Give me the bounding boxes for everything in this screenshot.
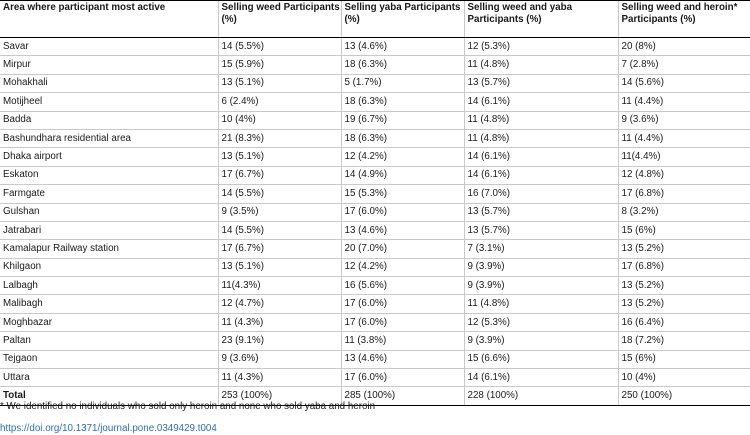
- weed-heroin-cell: 11 (4.4%): [618, 129, 750, 147]
- total-cell: 285 (100%): [341, 387, 464, 405]
- weed-yaba-cell: 12 (5.3%): [464, 313, 618, 331]
- table-row: [0, 277, 750, 295]
- weed-heroin-cell: 10 (4%): [618, 369, 750, 387]
- weed-cell: 9 (3.6%): [218, 350, 341, 368]
- area-cell: Motijheel: [0, 93, 218, 111]
- weed-yaba-cell: 14 (6.1%): [464, 148, 618, 166]
- yaba-cell: 18 (6.3%): [341, 56, 464, 74]
- weed-cell: 14 (5.5%): [218, 221, 341, 239]
- area-cell: Dhaka airport: [0, 148, 218, 166]
- table-footnote: * We identified no individuals who sold only heroin and none who sold yaba and heroin: [0, 401, 376, 412]
- weed-yaba-cell: 9 (3.9%): [464, 332, 618, 350]
- area-cell: Bashundhara residential area: [0, 129, 218, 147]
- table-row: [0, 38, 750, 56]
- weed-cell: 23 (9.1%): [218, 332, 341, 350]
- table-body: [0, 38, 750, 406]
- yaba-cell: 12 (4.2%): [341, 148, 464, 166]
- weed-heroin-cell: 11 (4.4%): [618, 93, 750, 111]
- weed-yaba-cell: 14 (6.1%): [464, 369, 618, 387]
- total-label: Total: [0, 387, 218, 405]
- table-row: [0, 295, 750, 313]
- weed-yaba-cell: 14 (6.1%): [464, 93, 618, 111]
- weed-cell: 11 (4.3%): [218, 313, 341, 331]
- table-row: [0, 93, 750, 111]
- table-row: [0, 221, 750, 239]
- table-row: [0, 369, 750, 387]
- table-row: [0, 111, 750, 129]
- yaba-cell: 13 (4.6%): [341, 221, 464, 239]
- weed-heroin-cell: 15 (6%): [618, 221, 750, 239]
- weed-heroin-cell: 13 (5.2%): [618, 295, 750, 313]
- weed-heroin-cell: 18 (7.2%): [618, 332, 750, 350]
- header-yaba: Selling yaba Participants (%): [341, 1, 464, 38]
- area-cell: Paltan: [0, 332, 218, 350]
- yaba-cell: 17 (6.0%): [341, 369, 464, 387]
- table-row: [0, 258, 750, 276]
- table-row: [0, 166, 750, 184]
- weed-yaba-cell: 11 (4.8%): [464, 56, 618, 74]
- area-cell: Badda: [0, 111, 218, 129]
- weed-yaba-cell: 12 (5.3%): [464, 38, 618, 56]
- weed-cell: 13 (5.1%): [218, 74, 341, 92]
- weed-heroin-cell: 11(4.4%): [618, 148, 750, 166]
- weed-heroin-cell: 17 (6.8%): [618, 258, 750, 276]
- yaba-cell: 14 (4.9%): [341, 166, 464, 184]
- yaba-cell: 16 (5.6%): [341, 277, 464, 295]
- table-row: [0, 350, 750, 368]
- weed-heroin-cell: 15 (6%): [618, 350, 750, 368]
- yaba-cell: 18 (6.3%): [341, 93, 464, 111]
- yaba-cell: 5 (1.7%): [341, 74, 464, 92]
- yaba-cell: 17 (6.0%): [341, 313, 464, 331]
- weed-cell: 13 (5.1%): [218, 148, 341, 166]
- yaba-cell: 17 (6.0%): [341, 203, 464, 221]
- area-cell: Uttara: [0, 369, 218, 387]
- yaba-cell: 18 (6.3%): [341, 129, 464, 147]
- weed-cell: 13 (5.1%): [218, 258, 341, 276]
- weed-yaba-cell: 13 (5.7%): [464, 221, 618, 239]
- weed-yaba-cell: 11 (4.8%): [464, 111, 618, 129]
- weed-heroin-cell: 13 (5.2%): [618, 240, 750, 258]
- doi-link[interactable]: https://doi.org/10.1371/journal.pone.0349429.t004: [0, 423, 217, 434]
- weed-heroin-cell: 7 (2.8%): [618, 56, 750, 74]
- area-cell: Khilgaon: [0, 258, 218, 276]
- weed-yaba-cell: 14 (6.1%): [464, 166, 618, 184]
- header-area: Area where participant most active: [0, 1, 218, 38]
- weed-cell: 6 (2.4%): [218, 93, 341, 111]
- yaba-cell: 17 (6.0%): [341, 295, 464, 313]
- yaba-cell: 20 (7.0%): [341, 240, 464, 258]
- weed-heroin-cell: 9 (3.6%): [618, 111, 750, 129]
- weed-heroin-cell: 13 (5.2%): [618, 277, 750, 295]
- area-cell: Mirpur: [0, 56, 218, 74]
- table-row: [0, 332, 750, 350]
- weed-yaba-cell: 13 (5.7%): [464, 203, 618, 221]
- weed-cell: 10 (4%): [218, 111, 341, 129]
- table-row: [0, 313, 750, 331]
- weed-yaba-cell: 13 (5.7%): [464, 74, 618, 92]
- weed-heroin-cell: 12 (4.8%): [618, 166, 750, 184]
- area-cell: Savar: [0, 38, 218, 56]
- area-cell: Jatrabari: [0, 221, 218, 239]
- table-row: [0, 129, 750, 147]
- area-cell: Eskaton: [0, 166, 218, 184]
- weed-cell: 15 (5.9%): [218, 56, 341, 74]
- weed-heroin-cell: 16 (6.4%): [618, 313, 750, 331]
- area-cell: Farmgate: [0, 185, 218, 203]
- area-cell: Gulshan: [0, 203, 218, 221]
- weed-cell: 17 (6.7%): [218, 166, 341, 184]
- table-row: [0, 74, 750, 92]
- yaba-cell: 19 (6.7%): [341, 111, 464, 129]
- weed-heroin-cell: 20 (8%): [618, 38, 750, 56]
- area-cell: Tejgaon: [0, 350, 218, 368]
- table-row: [0, 148, 750, 166]
- weed-yaba-cell: 11 (4.8%): [464, 295, 618, 313]
- weed-yaba-cell: 11 (4.8%): [464, 129, 618, 147]
- area-cell: Kamalapur Railway station: [0, 240, 218, 258]
- weed-heroin-cell: 14 (5.6%): [618, 74, 750, 92]
- weed-yaba-cell: 7 (3.1%): [464, 240, 618, 258]
- yaba-cell: 12 (4.2%): [341, 258, 464, 276]
- weed-cell: 11(4.3%): [218, 277, 341, 295]
- weed-cell: 11 (4.3%): [218, 369, 341, 387]
- weed-cell: 17 (6.7%): [218, 240, 341, 258]
- yaba-cell: 15 (5.3%): [341, 185, 464, 203]
- weed-cell: 12 (4.7%): [218, 295, 341, 313]
- area-cell: Mohakhali: [0, 74, 218, 92]
- total-cell: 250 (100%): [618, 387, 750, 405]
- weed-cell: 14 (5.5%): [218, 38, 341, 56]
- weed-yaba-cell: 9 (3.9%): [464, 258, 618, 276]
- header-weed-heroin: Selling weed and heroin* Participants (%): [618, 1, 750, 38]
- weed-yaba-cell: 16 (7.0%): [464, 185, 618, 203]
- yaba-cell: 13 (4.6%): [341, 350, 464, 368]
- weed-heroin-cell: 8 (3.2%): [618, 203, 750, 221]
- table-row: [0, 203, 750, 221]
- table-row: [0, 185, 750, 203]
- weed-cell: 14 (5.5%): [218, 185, 341, 203]
- total-cell: 228 (100%): [464, 387, 618, 405]
- weed-yaba-cell: 9 (3.9%): [464, 277, 618, 295]
- yaba-cell: 13 (4.6%): [341, 38, 464, 56]
- table-row: [0, 56, 750, 74]
- weed-cell: 21 (8.3%): [218, 129, 341, 147]
- header-weed: Selling weed Participants (%): [218, 1, 341, 38]
- weed-cell: 9 (3.5%): [218, 203, 341, 221]
- table-header-row: [0, 1, 750, 38]
- area-cell: Moghbazar: [0, 313, 218, 331]
- weed-heroin-cell: 17 (6.8%): [618, 185, 750, 203]
- total-cell: 253 (100%): [218, 387, 341, 405]
- area-cell: Lalbagh: [0, 277, 218, 295]
- header-weed-yaba: Selling weed and yaba Participants (%): [464, 1, 618, 38]
- area-cell: Malibagh: [0, 295, 218, 313]
- yaba-cell: 11 (3.8%): [341, 332, 464, 350]
- weed-yaba-cell: 15 (6.6%): [464, 350, 618, 368]
- table-row: [0, 240, 750, 258]
